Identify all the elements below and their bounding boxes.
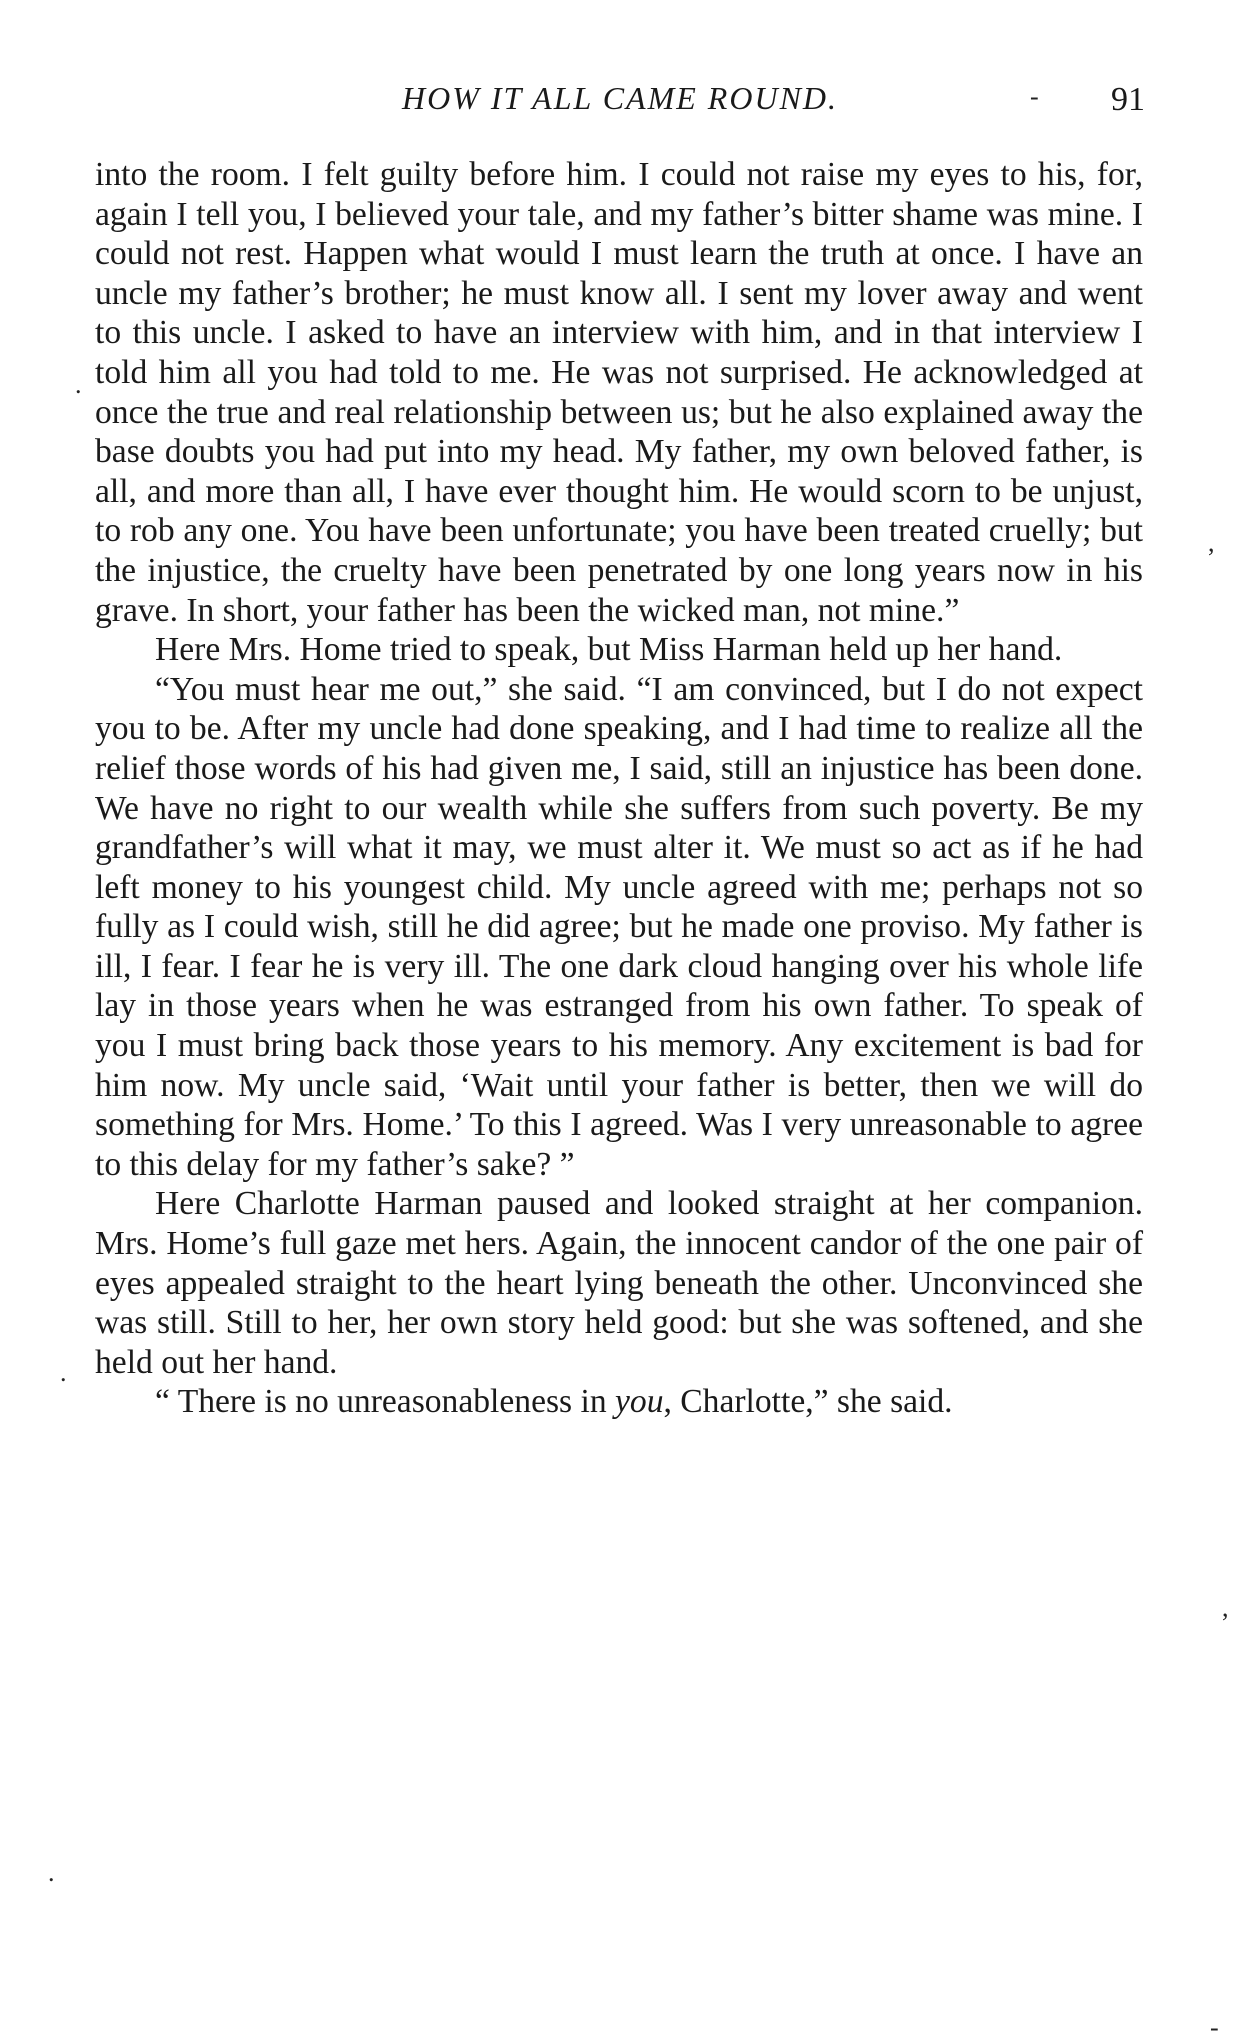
text-segment: into the room. I felt guilty before him. I could not raise my eyes to his, for, again I tell you, I believed your tale, and my father’s bitter shame was mine. I could not rest. Happen what would I must learn the truth at once. I have an uncle my father’s brother; he must know all. I sent my lover away and went to this uncle. I asked to have an interview with him, and in that interview I told him all you had told to me. He was not surprised. He acknowledged at once the true and real relationship between us; but he also explained away the base doubts you had put into my head. My father, my own beloved father, is all, and more than all, I have ever thought him. He would scorn to be unjust, to rob any one. You have been unfortunate; you have been treated cruelly; but the injustice, the cruelty have been penetrated by one long years now in his grave. In short, your father has been the wicked man, not mine.” (95, 156, 1143, 629)
print-speck: , (1208, 528, 1215, 557)
text-segment: “ There is no unreasonableness in (155, 1383, 616, 1421)
page-number: 91 (1111, 81, 1145, 118)
print-speck: - (1030, 82, 1039, 111)
text-segment: “You must hear me out,” she said. “I am convinced, but I do not expect you to be. After my uncle had done speaking, and I had time to realize all the relief those words of his had given me, I said, still an injustice has been done. We have no right to our wealth while she suffers from such poverty. Be my grandfather’s will what it may, we must alter it. We must so act as if he had left money to his youngest child. My uncle agreed with me; perhaps not so fully as I could wish, still he did agree; but he made one proviso. My father is ill, I fear. I fear he is very ill. The one dark cloud hanging over his whole life lay in those years when he was estranged from his own father. To speak of you I must bring back those years to his memory. Any excitement is bad for him now. My uncle said, ‘Wait until your father is better, then we will do something for Mrs. Home.’ To this I agreed. Was I very unreasonable to agree to this delay for my father’s sake? ” (95, 670, 1143, 1183)
text-segment: Here Charlotte Harman paused and looked straight at her companion. Mrs. Home’s full gaze met hers. Again, the innocent candor of the one pair of eyes appealed straight to the heart lying beneath the other. Unconvinced she was still. Still to her, her own story held good: but she was softened, and she held out her hand. (95, 1185, 1143, 1381)
running-title: HOW IT ALL CAME ROUND. (401, 80, 839, 116)
print-speck: - (1210, 2013, 1219, 2042)
paragraph-charlotte-paused (95, 1184, 1143, 1382)
paragraph-you-must-hear (95, 670, 1143, 1185)
text-segment: , Charlotte,” she said. (663, 1383, 953, 1421)
print-speck: . (75, 370, 82, 399)
print-speck: , (1222, 1593, 1229, 1622)
paragraph-no-unreasonableness (95, 1382, 1143, 1422)
emphasis-you: you (615, 1383, 664, 1421)
running-head (95, 78, 1145, 128)
print-speck: . (48, 1858, 55, 1887)
paragraph-continuation (95, 155, 1143, 630)
print-speck: . (60, 1358, 67, 1387)
paragraph-mrs-home-tried (95, 630, 1143, 670)
text-segment: Here Mrs. Home tried to speak, but Miss Harman held up her hand. (155, 631, 1063, 669)
body-text (95, 155, 1143, 1422)
